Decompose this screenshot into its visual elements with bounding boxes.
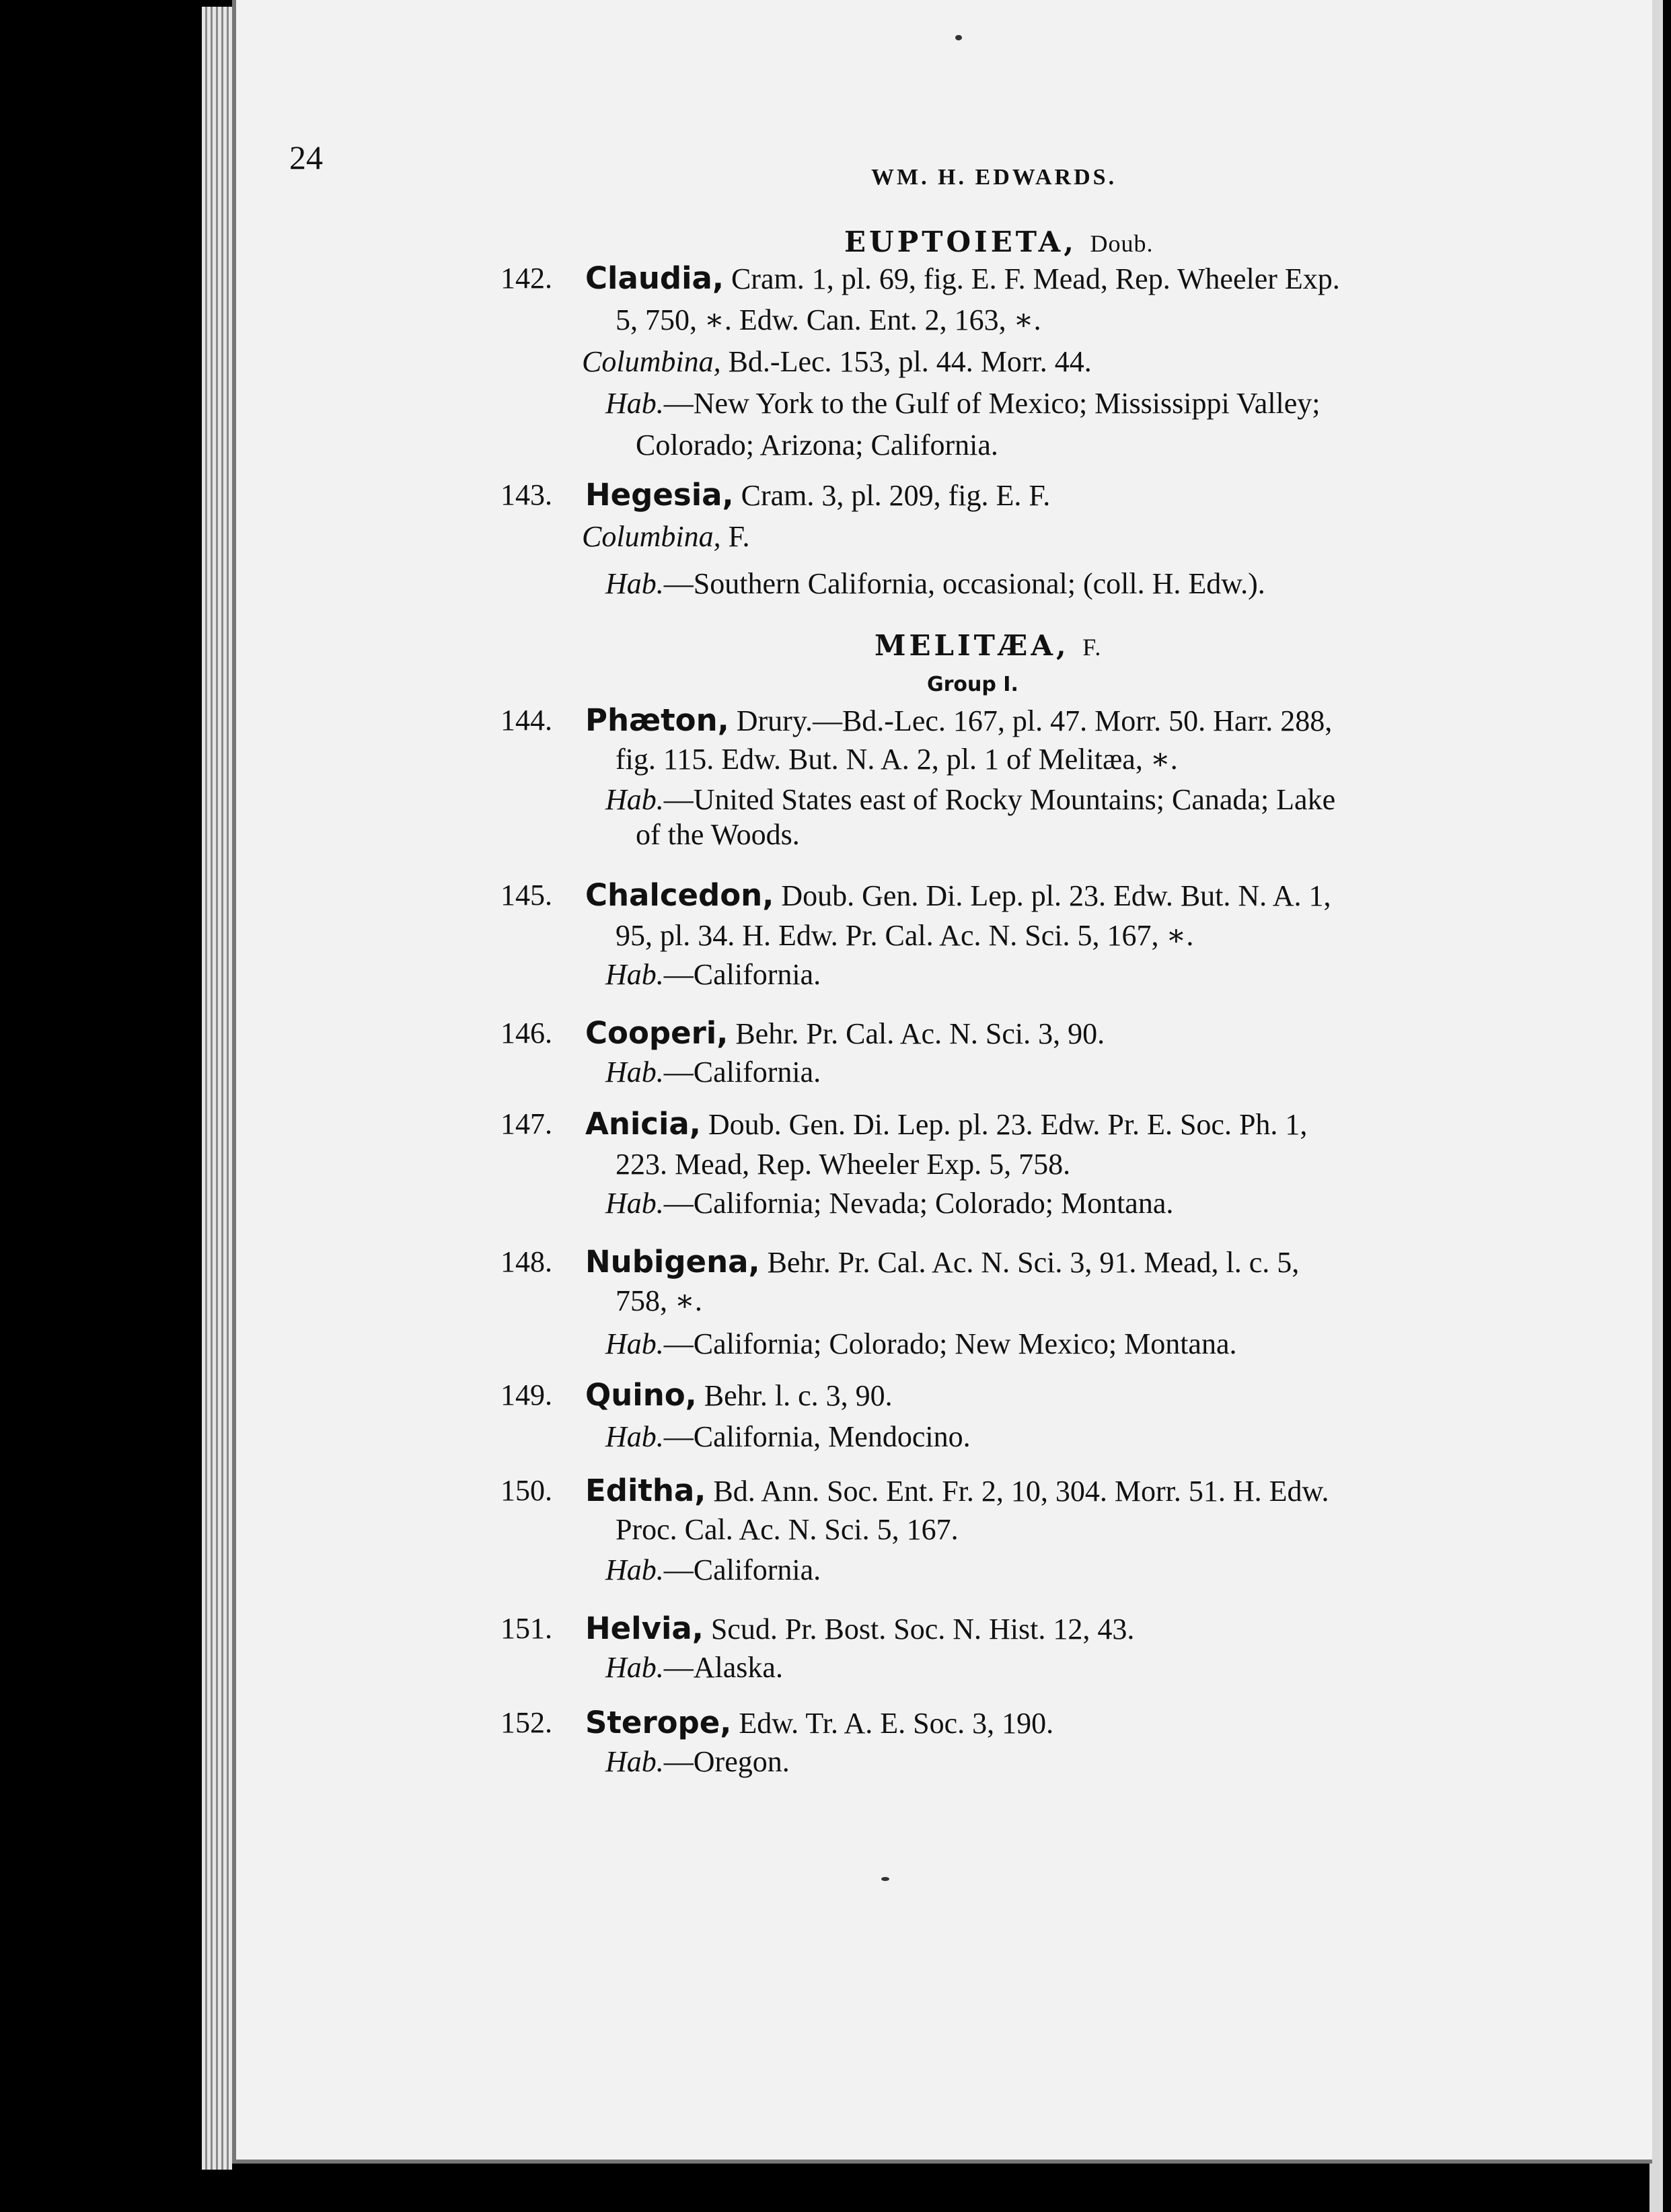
habitat-continued: Colorado; Arizona; California.: [636, 429, 998, 462]
entry-reference: Drury.—Bd.-Lec. 167, pl. 47. Morr. 50. Harr. 288,: [736, 704, 1333, 737]
habitat-label: Hab.: [605, 1187, 664, 1220]
entry-reference: Cram. 1, pl. 69, fig. E. F. Mead, Rep. Wheeler Exp.: [731, 262, 1340, 295]
entry-number: 147.: [500, 1107, 552, 1140]
species-name: Helvia,: [585, 1611, 704, 1646]
habitat-label: Hab.: [605, 783, 664, 816]
genus-author: Doub.: [1090, 230, 1154, 257]
habitat-continued: of the Woods.: [636, 818, 800, 851]
synonym-line: [582, 516, 750, 558]
ink-speck: [881, 1877, 889, 1881]
habitat-text: —California, Mendocino.: [663, 1420, 971, 1453]
habitat-label: Hab.: [605, 567, 664, 600]
species-name: Sterope,: [585, 1705, 732, 1740]
habitat-label: Hab.: [605, 1420, 664, 1453]
entry-number: 148.: [500, 1245, 552, 1278]
entry-reference-continued: fig. 115. Edw. But. N. A. 2, pl. 1 of Melitæa, ∗.: [616, 743, 1178, 776]
habitat-line: [605, 1647, 783, 1689]
page-number: 24: [289, 139, 323, 176]
genus-heading-euptoieta: [844, 225, 1154, 258]
species-name: Anicia,: [585, 1106, 701, 1142]
species-name: Editha,: [585, 1473, 706, 1508]
habitat-label: Hab.: [605, 1056, 664, 1089]
entry-reference: Bd. Ann. Soc. Ent. Fr. 2, 10, 304. Morr. 51. H. Edw.: [713, 1475, 1329, 1508]
entry-first-line: [585, 1374, 893, 1417]
entry-reference: Scud. Pr. Bost. Soc. N. Hist. 12, 43.: [710, 1613, 1135, 1646]
entry-first-line: [585, 1608, 1134, 1650]
entry-first-line: [585, 1241, 1299, 1284]
species-name: Claudia,: [585, 260, 724, 296]
genus-name: EUPTOIETA,: [844, 225, 1077, 258]
habitat-label: Hab.: [605, 387, 664, 420]
running-head: WM. H. EDWARDS.: [871, 165, 1117, 190]
synonym-reference: Bd.-Lec. 153, pl. 44. Morr. 44.: [728, 345, 1092, 378]
synonym-reference: F.: [728, 520, 750, 553]
habitat-text: —California; Colorado; New Mexico; Montana.: [663, 1327, 1237, 1360]
entry-number: 152.: [500, 1706, 552, 1739]
habitat-line: [605, 1741, 790, 1783]
habitat-label: Hab.: [605, 1553, 664, 1586]
entry-first-line: [585, 700, 1332, 742]
entry-number: 143.: [500, 478, 552, 511]
entry-number: 144.: [500, 704, 552, 737]
entry-first-line: [585, 1103, 1307, 1146]
habitat-text: —California; Nevada; Colorado; Montana.: [663, 1187, 1174, 1220]
species-name: Phæton,: [585, 702, 729, 738]
entry-first-line: [585, 474, 1050, 517]
entry-first-line: [585, 1702, 1053, 1744]
entry-number: 145.: [500, 879, 552, 912]
entry-reference: Cram. 3, pl. 209, fig. E. F.: [741, 479, 1051, 512]
entry-reference: Behr. Pr. Cal. Ac. N. Sci. 3, 91. Mead, l. c. 5,: [767, 1246, 1300, 1279]
entry-reference: Doub. Gen. Di. Lep. pl. 23. Edw. Pr. E. Soc. Ph. 1,: [708, 1108, 1308, 1141]
entry-reference: Doub. Gen. Di. Lep. pl. 23. Edw. But. N. A. 1,: [781, 879, 1331, 912]
entry-first-line: [585, 875, 1331, 917]
entry-reference-continued: 758, ∗.: [616, 1284, 702, 1317]
genus-heading-melitaea: [875, 629, 1101, 662]
habitat-label: Hab.: [605, 958, 664, 991]
habitat-line: [605, 1183, 1173, 1224]
habitat-line: [605, 1323, 1237, 1365]
entry-reference: Behr. Pr. Cal. Ac. N. Sci. 3, 90.: [735, 1017, 1105, 1050]
habitat-line: [605, 383, 1321, 425]
habitat-text: —California.: [663, 1553, 821, 1586]
habitat-label: Hab.: [605, 1745, 664, 1778]
group-heading: Group I.: [927, 673, 1018, 696]
species-name: Quino,: [585, 1377, 697, 1413]
habitat-label: Hab.: [605, 1651, 664, 1684]
entry-reference-continued: 5, 750, ∗. Edw. Can. Ent. 2, 163, ∗.: [616, 303, 1041, 336]
habitat-text: —New York to the Gulf of Mexico; Mississippi Valley;: [663, 387, 1321, 420]
species-name: Hegesia,: [585, 477, 734, 513]
ink-speck: [955, 35, 962, 40]
entry-number: 149.: [500, 1378, 552, 1411]
entry-reference: Behr. l. c. 3, 90.: [704, 1379, 893, 1412]
entry-first-line: [585, 1470, 1329, 1512]
genus-author: F.: [1082, 634, 1102, 661]
habitat-text: —United States east of Rocky Mountains; Canada; Lake: [663, 783, 1336, 816]
habitat-text: —California.: [663, 1056, 821, 1089]
entry-number: 142.: [500, 262, 552, 295]
habitat-text: —Oregon.: [663, 1745, 790, 1778]
page-edge-stack: [202, 7, 232, 2170]
habitat-line: [605, 1549, 821, 1591]
entry-reference: Edw. Tr. A. E. Soc. 3, 190.: [739, 1707, 1054, 1740]
entry-reference-continued: 95, pl. 34. H. Edw. Pr. Cal. Ac. N. Sci. 5, 167, ∗.: [616, 919, 1194, 952]
species-name: Chalcedon,: [585, 877, 774, 913]
entry-number: 151.: [500, 1612, 552, 1645]
habitat-label: Hab.: [605, 1327, 664, 1360]
species-name: Nubigena,: [585, 1244, 760, 1280]
habitat-line: [605, 954, 821, 996]
synonym-line: [582, 341, 1092, 383]
entry-first-line: [585, 258, 1340, 300]
species-name: Cooperi,: [585, 1015, 729, 1051]
habitat-line: [605, 563, 1265, 605]
synonym-name: Columbina,: [582, 345, 721, 378]
entry-first-line: [585, 1012, 1105, 1055]
entry-reference-continued: Proc. Cal. Ac. N. Sci. 5, 167.: [616, 1513, 959, 1546]
habitat-text: —Southern California, occasional; (coll. H. Edw.).: [663, 567, 1265, 600]
entry-number: 150.: [500, 1474, 552, 1507]
entry-reference-continued: 223. Mead, Rep. Wheeler Exp. 5, 758.: [616, 1148, 1071, 1181]
habitat-text: —Alaska.: [663, 1651, 783, 1684]
entry-number: 146.: [500, 1017, 552, 1049]
habitat-text: —California.: [663, 958, 821, 991]
synonym-name: Columbina,: [582, 520, 721, 553]
habitat-line: [605, 1416, 971, 1458]
genus-name: MELITÆA,: [875, 629, 1070, 662]
habitat-line: [605, 1052, 821, 1093]
